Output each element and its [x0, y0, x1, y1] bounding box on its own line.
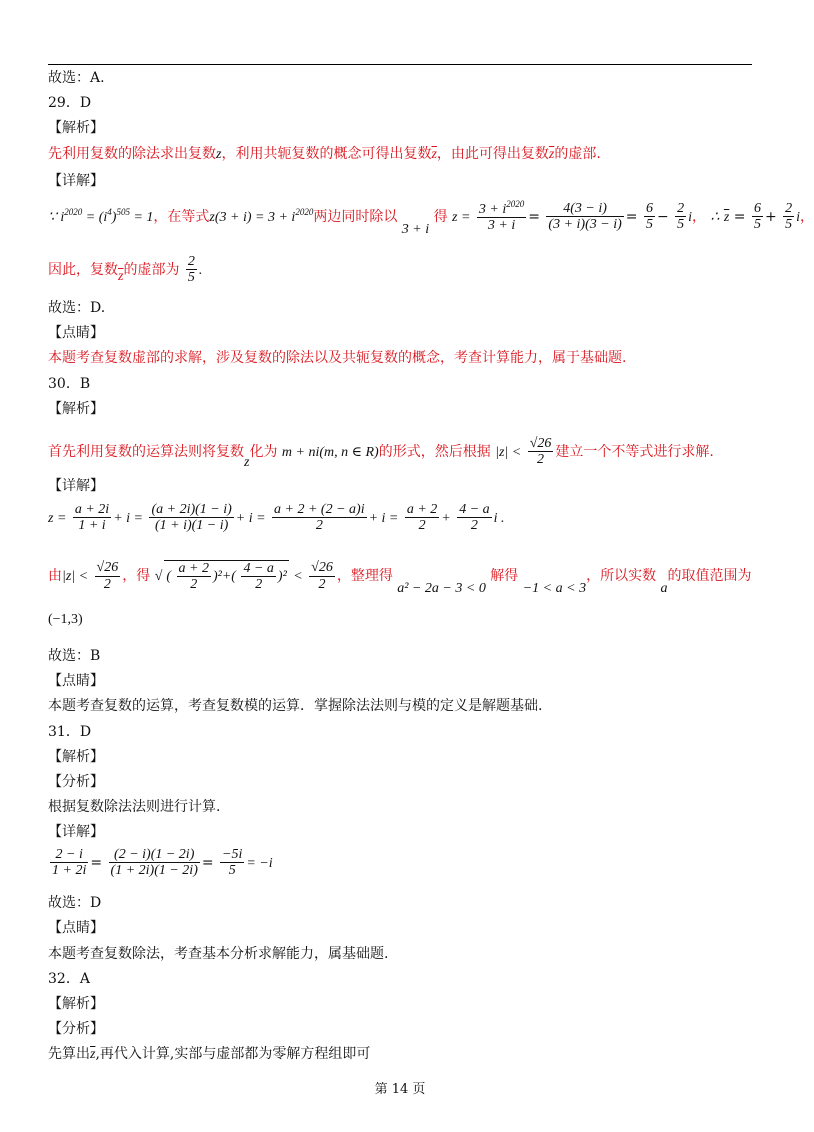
answer-choice-31: 故选：D	[48, 895, 102, 911]
section-label-xiangjie: 【详解】	[48, 824, 104, 840]
answer-choice-30: 故选：B	[48, 648, 101, 664]
section-label-jiexi: 【解析】	[48, 401, 104, 417]
question-31-answer: 31．D	[48, 724, 92, 740]
q29-analysis: 先利用复数的除法求出复数z，利用共轭复数的概念可得出复数$\overline{z}$，由此可得出复数$\overline{z}$的虚部.	[48, 146, 601, 162]
q30-solution: 由|z| < $\frac{√26}{2}$ ，得 √ ( $\frac{a + 2}{2}$ )²+( $\frac{4 - a}{2}$ )² < $\frac{√26}{2}$ ，整理得 a² − 2a − 3 < 0 解得 −1 < a < 3，所以实数 a的取值范围为	[48, 560, 752, 597]
section-label-fenxi: 【分析】	[48, 774, 104, 790]
q30-range: (−1,3)	[48, 612, 83, 627]
q32-analysis: 先算出$\overline{z}$,再代入计算,实部与虚部都为零解方程组即可	[48, 1046, 371, 1062]
question-30-answer: 30．B	[48, 376, 91, 392]
q30-comment: 本题考查复数的运算，考查复数模的运算．掌握除法法则与模的定义是解题基础.	[48, 698, 543, 714]
section-label-jiexi: 【解析】	[48, 749, 104, 765]
q29-detail-equation: ∵ $i^{2020} = (i^4)^{505} = 1$，在等式$z(3 + i) = 3 + i^{2020}$两边同时除以 3 + i 得 z = $\frac{3 + i^{2020}}{3 + i}$ = $\frac{4(3 - i)}{(3 + i)(3 - i)}$ = $\frac{6}{5}$ − $\frac{2}{5}$ i， ∴ $\overline{z}$ = $\frac{6}{5}$ + $\frac{2}{5}$ i，	[48, 199, 814, 237]
section-label-dianjing: 【点睛】	[48, 920, 104, 936]
section-label-xiangjie: 【详解】	[48, 173, 104, 189]
section-label-fenxi: 【分析】	[48, 1021, 104, 1037]
q29-conclusion: 因此，复数$\overline{z}$的虚部为 $\frac{2}{5}$ .	[48, 254, 203, 286]
section-label-dianjing: 【点睛】	[48, 325, 104, 341]
header-rule	[48, 64, 752, 65]
section-label-xiangjie: 【详解】	[48, 478, 104, 494]
section-label-jiexi: 【解析】	[48, 120, 104, 136]
question-29-answer: 29．D	[48, 95, 92, 111]
answer-choice-28: 故选：A.	[48, 70, 105, 86]
section-label-jiexi: 【解析】	[48, 996, 104, 1012]
question-32-answer: 32．A	[48, 971, 90, 987]
q31-detail-equation: $\frac{2 - i}{1 + 2i}$ = $\frac{(2 - i)(1 - 2i)}{(1 + 2i)(1 - 2i)}$ = $\frac{-5i}{5}$ = −i	[52, 847, 273, 879]
section-label-dianjing: 【点睛】	[48, 673, 104, 689]
q31-analysis: 根据复数除法法则进行计算.	[48, 799, 221, 815]
answer-choice-29: 故选：D.	[48, 300, 106, 316]
q29-comment: 本题考查复数虚部的求解，涉及复数的除法以及共轭复数的概念，考查计算能力，属于基础题.	[48, 350, 627, 366]
q30-detail-equation: z = $\frac{a + 2i}{1 + i}$ + i = $\frac{(a + 2i)(1 - i)}{(1 + i)(1 - i)}$ + i = $\frac{a + 2 + (2 - a)i}{2}$ + i = $\frac{a + 2}{2}$ + $\frac{4 - a}{2}$ i .	[48, 502, 505, 534]
q30-analysis: 首先利用复数的运算法则将复数z化为 m + ni(m, n ∈ R)的形式，然后根据 |z| < $\frac{√26}{2}$ 建立一个不等式进行求解.	[48, 436, 714, 470]
q31-comment: 本题考查复数除法，考查基本分析求解能力，属基础题.	[48, 946, 389, 962]
page-number: 第 14 页	[374, 1082, 426, 1097]
